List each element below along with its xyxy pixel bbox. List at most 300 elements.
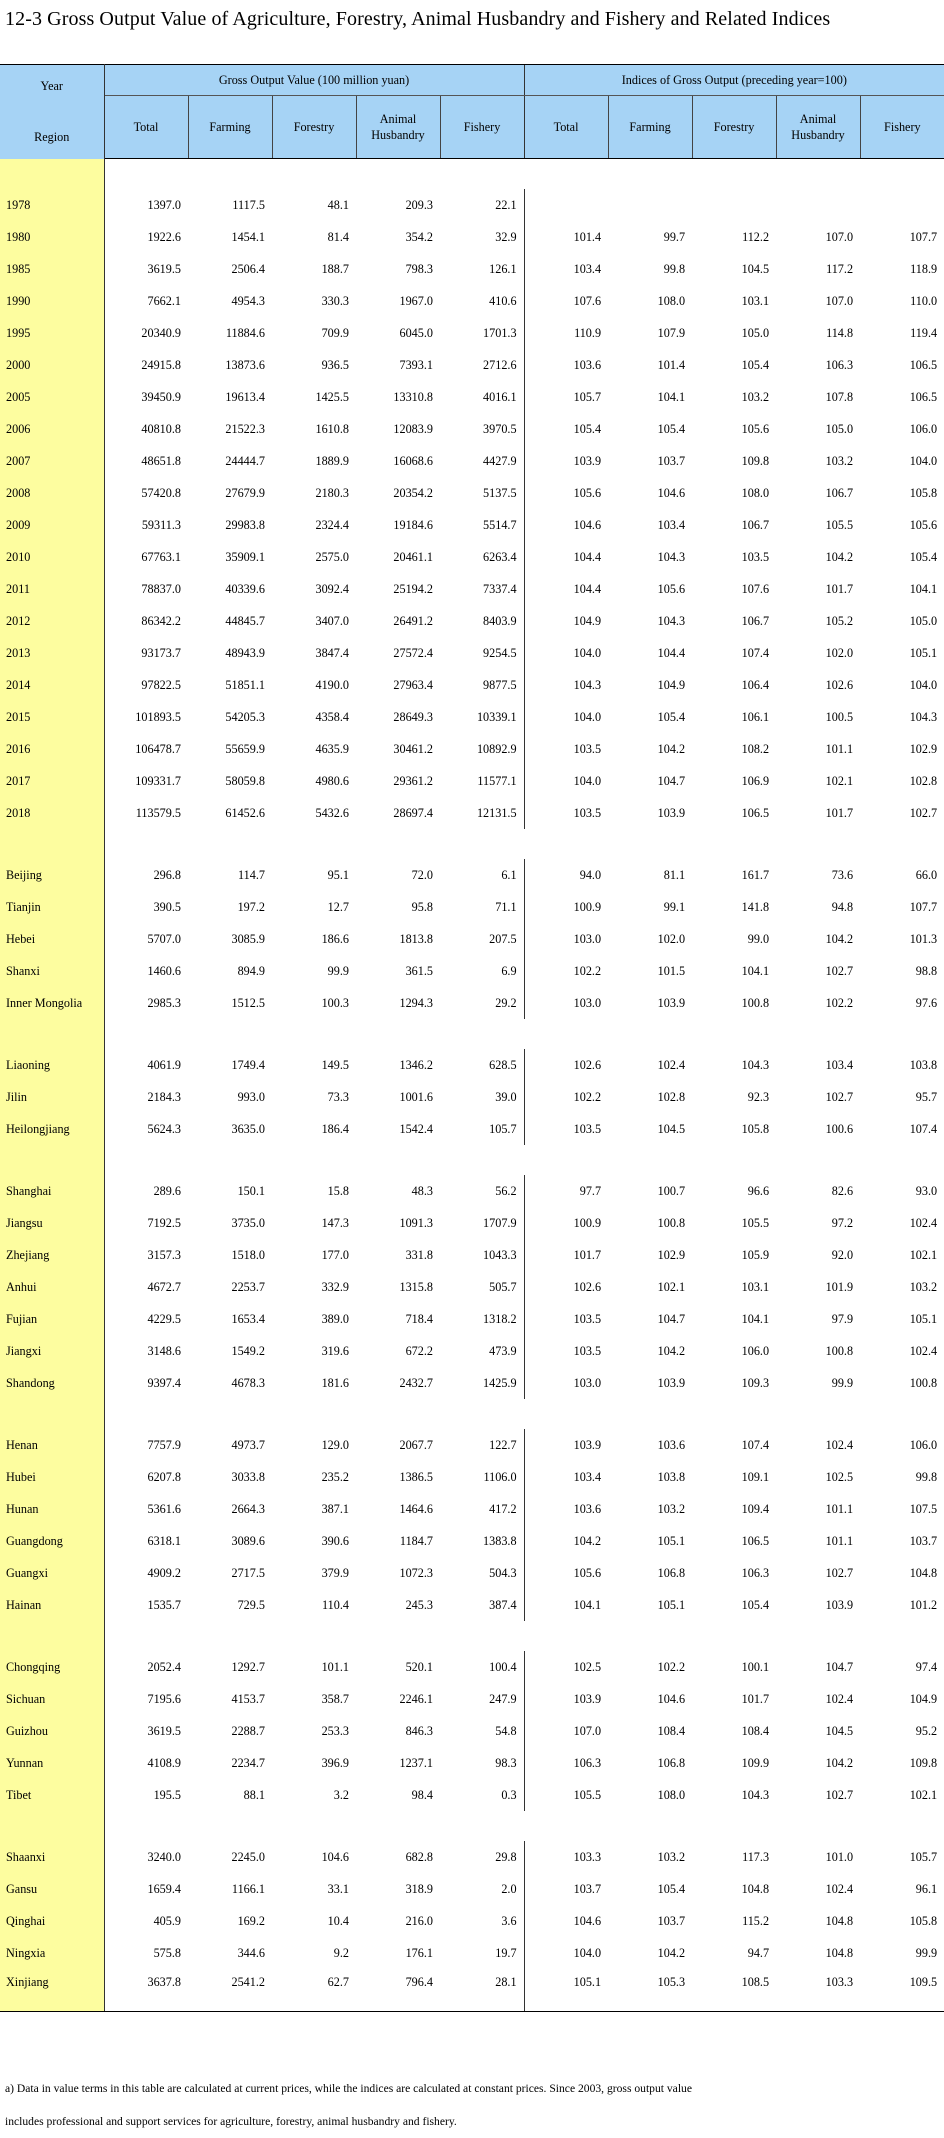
table-cell: 103.0: [524, 1367, 608, 1399]
table-cell: 105.6: [657, 581, 686, 596]
table-cell: 98.3: [495, 1755, 517, 1770]
table-cell: 4153.7: [231, 1691, 265, 1706]
table-cell: 100.3: [321, 995, 349, 1010]
table-cell: 102.9: [657, 1247, 686, 1262]
table-cell: 102.2: [524, 955, 608, 987]
row-label: 2008: [0, 477, 104, 509]
table-cell: 105.4: [657, 421, 686, 436]
table-cell: 2245.0: [231, 1849, 265, 1864]
table-cell: 1701.3: [483, 325, 517, 340]
table-cell: 1001.6: [399, 1089, 433, 1104]
table-cell: 101.7: [741, 1691, 770, 1706]
table-row: [0, 955, 944, 987]
row-label: 2010: [0, 541, 104, 573]
table-cell: 3089.6: [231, 1533, 265, 1548]
table-cell: 4061.9: [147, 1057, 181, 1072]
table-cell: 12131.5: [476, 805, 517, 820]
table-cell: 62.7: [272, 1969, 356, 2012]
table-row: [0, 1873, 944, 1905]
table-cell: 112.2: [742, 229, 770, 244]
table-cell: 207.5: [489, 931, 517, 946]
table-cell: 3148.6: [147, 1343, 181, 1358]
table-cell: 35909.1: [225, 549, 265, 564]
table-cell: 235.2: [321, 1469, 349, 1484]
row-label: Heilongjiang: [0, 1113, 104, 1145]
table-cell: 2246.1: [399, 1691, 433, 1706]
table-row: [0, 381, 944, 413]
table-cell: 48.1: [327, 197, 349, 212]
table-row: [0, 1303, 944, 1335]
footnote-line: a) Data in value terms in this table are calculated at current prices, while the indices are calculated at constant prices. Since 2003, gross output value: [5, 2082, 692, 2095]
table-cell: 93173.7: [141, 645, 181, 660]
table-cell: 331.8: [405, 1247, 433, 1262]
table-cell: 107.9: [657, 325, 686, 340]
table-cell: 97822.5: [141, 677, 181, 692]
table-cell: 103.9: [657, 1375, 686, 1390]
row-label: Inner Mongolia: [0, 987, 104, 1019]
table-cell: 104.3: [741, 1787, 770, 1802]
table-cell: 2067.7: [399, 1437, 433, 1452]
table-row: [0, 1207, 944, 1239]
spacer-cell: [104, 1399, 944, 1429]
table-cell: 106.7: [741, 613, 770, 628]
table-cell: 100.5: [825, 709, 854, 724]
table-cell: 104.8: [825, 1913, 854, 1928]
row-label: Beijing: [0, 859, 104, 891]
row-label: Chongqing: [0, 1651, 104, 1683]
table-cell: 103.4: [825, 1057, 854, 1072]
table-cell: 104.2: [657, 741, 686, 756]
table-cell: 105.5: [524, 1779, 608, 1811]
table-cell: 109.5: [860, 1969, 944, 2012]
table-row: [0, 987, 944, 1019]
table-cell: 109331.7: [135, 773, 181, 788]
table-cell: 3619.5: [147, 261, 181, 276]
table-cell: 109.4: [741, 1501, 770, 1516]
page-title: 12-3 Gross Output Value of Agriculture, Forestry, Animal Husbandry and Fishery and Related Indices: [5, 8, 831, 30]
table-row: [0, 1683, 944, 1715]
table-row: [0, 445, 944, 477]
column-header: Fishery: [440, 96, 524, 159]
table-cell: 672.2: [405, 1343, 433, 1358]
table-cell: 3619.5: [147, 1723, 181, 1738]
table-cell: 104.5: [657, 1121, 686, 1136]
row-label: Jiangxi: [0, 1335, 104, 1367]
table-cell: 104.0: [909, 453, 938, 468]
table-cell: 107.0: [524, 1715, 608, 1747]
table-row: [0, 1969, 944, 2012]
table-cell: 106.8: [657, 1755, 686, 1770]
table-cell: 3157.3: [147, 1247, 181, 1262]
table-cell: 55659.9: [225, 741, 265, 756]
table-cell: 102.6: [524, 1271, 608, 1303]
spacer-row: [0, 159, 944, 190]
column-header: Total: [524, 96, 608, 159]
table-cell: 105.4: [657, 709, 686, 724]
table-cell: 4672.7: [147, 1279, 181, 1294]
table-cell: 102.7: [825, 1787, 854, 1802]
spacer-label-cell: [0, 1145, 104, 1175]
table-cell: 2288.7: [231, 1723, 265, 1738]
table-cell: 106.3: [825, 357, 854, 372]
table-cell: 103.9: [657, 805, 686, 820]
spacer-cell: [104, 1621, 944, 1651]
table-cell: 106.5: [909, 357, 938, 372]
table-cell: 13310.8: [393, 389, 433, 404]
table-cell: 109.8: [741, 453, 770, 468]
table-cell: 99.9: [831, 1375, 854, 1390]
table-cell: 103.5: [524, 1113, 608, 1145]
table-cell: 387.4: [489, 1597, 517, 1612]
table-row: [0, 1651, 944, 1683]
table-cell: 247.9: [489, 1691, 517, 1706]
table-cell: 628.5: [489, 1057, 517, 1072]
table-cell: 410.6: [489, 293, 517, 308]
table-cell: 39.0: [495, 1089, 517, 1104]
table-cell: 104.2: [825, 1755, 854, 1770]
table-cell: 99.7: [663, 229, 686, 244]
table-cell: 24444.7: [225, 453, 265, 468]
table-cell: 3.2: [333, 1787, 349, 1802]
table-cell: 379.9: [321, 1565, 349, 1580]
table-cell: 106.0: [741, 1343, 770, 1358]
table-cell: 3970.5: [483, 421, 517, 436]
spacer-cell: [104, 159, 944, 190]
table-cell: 108.0: [741, 485, 770, 500]
row-label: 1990: [0, 285, 104, 317]
table-cell: 10.4: [327, 1913, 349, 1928]
table-cell: 102.1: [909, 1247, 938, 1262]
table-cell: 101.2: [909, 1597, 938, 1612]
table-cell: 150.1: [237, 1183, 265, 1198]
row-label: Fujian: [0, 1303, 104, 1335]
table-cell: 103.7: [657, 1913, 686, 1928]
table-cell: 103.8: [909, 1057, 938, 1072]
table-cell: 4427.9: [483, 453, 517, 468]
table-cell: 105.8: [909, 1913, 938, 1928]
table-cell: 20340.9: [141, 325, 181, 340]
table-cell: 72.0: [411, 867, 433, 882]
table-cell: 4016.1: [483, 389, 517, 404]
spacer-label-cell: [0, 1621, 104, 1651]
table-cell: 798.3: [405, 261, 433, 276]
table-cell: 3635.0: [231, 1121, 265, 1136]
table-cell: 96.1: [915, 1881, 938, 1896]
table-cell: 101.9: [825, 1279, 854, 1294]
table-cell: 104.6: [524, 1905, 608, 1937]
table-cell: 195.5: [153, 1787, 181, 1802]
table-cell: 253.3: [321, 1723, 349, 1738]
table-cell: 387.1: [321, 1501, 349, 1516]
table-cell: 102.2: [524, 1081, 608, 1113]
table-cell: 103.9: [657, 995, 686, 1010]
table-cell: 19.7: [495, 1945, 517, 1960]
spacer-row: [0, 829, 944, 859]
table-cell: [776, 189, 860, 221]
table-row: [0, 189, 944, 221]
table-cell: 344.6: [237, 1945, 265, 1960]
table-cell: 97.9: [831, 1311, 854, 1326]
table-cell: 107.5: [909, 1501, 938, 1516]
table-cell: 103.6: [524, 349, 608, 381]
table-cell: [524, 189, 608, 221]
table-cell: 105.4: [909, 549, 938, 564]
table-cell: 104.0: [524, 1937, 608, 1969]
table-cell: 105.3: [608, 1969, 692, 2012]
table-cell: 100.1: [741, 1659, 770, 1674]
table-cell: 3735.0: [231, 1215, 265, 1230]
table-cell: 94.7: [747, 1945, 770, 1960]
row-label: Ningxia: [0, 1937, 104, 1969]
table-cell: 3407.0: [315, 613, 349, 628]
table-row: [0, 1271, 944, 1303]
table-cell: 2.0: [501, 1881, 517, 1896]
table-row: [0, 1429, 944, 1461]
table-cell: 95.1: [327, 867, 349, 882]
table-cell: 29983.8: [225, 517, 265, 532]
table-row: [0, 1557, 944, 1589]
table-cell: 1549.2: [231, 1343, 265, 1358]
table-cell: 1043.3: [483, 1247, 517, 1262]
row-label: Zhejiang: [0, 1239, 104, 1271]
table-cell: 186.4: [321, 1121, 349, 1136]
table-cell: 107.4: [909, 1121, 938, 1136]
table-cell: 104.1: [741, 1311, 770, 1326]
table-cell: 94.0: [524, 859, 608, 891]
row-label: Hubei: [0, 1461, 104, 1493]
table-cell: 103.2: [657, 1849, 686, 1864]
table-cell: 102.0: [657, 931, 686, 946]
table-cell: 102.6: [825, 677, 854, 692]
table-cell: 118.9: [910, 261, 938, 276]
table-cell: 3033.8: [231, 1469, 265, 1484]
table-cell: 105.1: [524, 1969, 608, 2012]
table-cell: 115.2: [742, 1913, 770, 1928]
table-cell: 103.7: [657, 453, 686, 468]
table-cell: 105.0: [909, 613, 938, 628]
table-cell: 48.3: [411, 1183, 433, 1198]
table-cell: 103.5: [524, 1303, 608, 1335]
table-cell: 1512.5: [231, 995, 265, 1010]
table-cell: 106.4: [741, 677, 770, 692]
table-cell: 4973.7: [231, 1437, 265, 1452]
table-cell: 2541.2: [188, 1969, 272, 2012]
group-header-index: Indices of Gross Output (preceding year=100): [524, 65, 944, 96]
table-cell: 107.8: [825, 389, 854, 404]
table-cell: 103.4: [524, 1461, 608, 1493]
table-cell: 12.7: [327, 899, 349, 914]
table-cell: 2985.3: [147, 995, 181, 1010]
table-cell: 3240.0: [147, 1849, 181, 1864]
table-cell: 106.7: [741, 517, 770, 532]
table-row: [0, 509, 944, 541]
column-header: Animal Husbandry: [776, 96, 860, 159]
table-cell: 209.3: [405, 197, 433, 212]
table-cell: 19613.4: [225, 389, 265, 404]
table-cell: 104.3: [657, 549, 686, 564]
table-cell: 103.9: [825, 1597, 854, 1612]
table-cell: 119.4: [910, 325, 938, 340]
table-cell: 101.1: [825, 1533, 854, 1548]
spacer-cell: [104, 1019, 944, 1049]
table-cell: 104.4: [524, 573, 608, 605]
table-cell: 104.6: [524, 509, 608, 541]
table-cell: 102.4: [909, 1215, 938, 1230]
table-row: [0, 701, 944, 733]
table-cell: 103.5: [524, 797, 608, 829]
table-cell: 101.7: [825, 805, 854, 820]
table-cell: 29.8: [495, 1849, 517, 1864]
table-cell: 7662.1: [147, 293, 181, 308]
table-cell: 104.4: [524, 541, 608, 573]
table-cell: 126.1: [489, 261, 517, 276]
table-cell: 575.8: [153, 1945, 181, 1960]
table-cell: 30461.2: [393, 741, 433, 756]
table-cell: 1106.0: [483, 1469, 517, 1484]
table-cell: 48943.9: [225, 645, 265, 660]
table-cell: 1610.8: [315, 421, 349, 436]
table-cell: 92.0: [831, 1247, 854, 1262]
table-cell: 505.7: [489, 1279, 517, 1294]
table-cell: 1383.8: [483, 1533, 517, 1548]
table-row: [0, 1081, 944, 1113]
table-cell: 44845.7: [225, 613, 265, 628]
table-cell: 105.6: [524, 1557, 608, 1589]
table-cell: 88.1: [243, 1787, 265, 1802]
table-cell: 28649.3: [393, 709, 433, 724]
table-cell: 104.3: [909, 709, 938, 724]
row-label: Jilin: [0, 1081, 104, 1113]
table-cell: 107.0: [825, 293, 854, 308]
table-cell: 1292.7: [231, 1659, 265, 1674]
table-cell: 4678.3: [231, 1375, 265, 1390]
table-cell: 1707.9: [483, 1215, 517, 1230]
table-cell: 330.3: [321, 293, 349, 308]
table-row: [0, 1905, 944, 1937]
table-cell: 105.1: [909, 1311, 938, 1326]
table-cell: 98.8: [915, 963, 938, 978]
table-cell: 97.6: [915, 995, 938, 1010]
table-cell: 73.3: [327, 1089, 349, 1104]
table-cell: 1542.4: [399, 1121, 433, 1136]
table-cell: [608, 189, 692, 221]
table-cell: 108.5: [692, 1969, 776, 2012]
table-cell: 100.6: [825, 1121, 854, 1136]
table-cell: 1386.5: [399, 1469, 433, 1484]
table-cell: 100.8: [741, 995, 770, 1010]
table-cell: 2575.0: [315, 549, 349, 564]
table-cell: 104.7: [657, 1311, 686, 1326]
table-row: [0, 413, 944, 445]
table-cell: 100.8: [909, 1375, 938, 1390]
table-cell: 104.8: [825, 1945, 854, 1960]
table-cell: 5361.6: [147, 1501, 181, 1516]
table-cell: 5514.7: [483, 517, 517, 532]
table-cell: 104.2: [524, 1525, 608, 1557]
table-cell: 1315.8: [399, 1279, 433, 1294]
table-cell: 2664.3: [231, 1501, 265, 1516]
table-row: [0, 1239, 944, 1271]
row-label: 2006: [0, 413, 104, 445]
table-cell: 103.2: [825, 453, 854, 468]
spacer-cell: [104, 1145, 944, 1175]
table-cell: 73.6: [831, 867, 854, 882]
spacer-row: [0, 1399, 944, 1429]
table-cell: 100.9: [524, 1207, 608, 1239]
table-cell: 101.7: [825, 581, 854, 596]
table-cell: 104.2: [825, 931, 854, 946]
table-row: [0, 1779, 944, 1811]
column-header: Farming: [608, 96, 692, 159]
table-cell: 9254.5: [483, 645, 517, 660]
row-label: 2013: [0, 637, 104, 669]
table-cell: 105.6: [909, 517, 938, 532]
table-cell: 104.6: [321, 1849, 349, 1864]
table-row: [0, 349, 944, 381]
table-cell: 99.8: [663, 261, 686, 276]
table-row: [0, 637, 944, 669]
table-row: [0, 923, 944, 955]
table-cell: 103.3: [776, 1969, 860, 2012]
table-cell: 22.1: [495, 197, 517, 212]
table-cell: 147.3: [321, 1215, 349, 1230]
spacer-label-cell: [0, 1019, 104, 1049]
table-cell: 29.2: [495, 995, 517, 1010]
table-cell: 61452.6: [225, 805, 265, 820]
table-cell: 197.2: [237, 899, 265, 914]
table-cell: 103.5: [524, 1335, 608, 1367]
table-cell: 103.0: [524, 923, 608, 955]
table-cell: 13873.6: [225, 357, 265, 372]
spacer-row: [0, 1019, 944, 1049]
table-cell: 105.6: [741, 421, 770, 436]
table-cell: 104.3: [524, 669, 608, 701]
table-cell: 86342.2: [141, 613, 181, 628]
table-cell: 98.4: [411, 1787, 433, 1802]
table-cell: 10892.9: [476, 741, 517, 756]
footnote-line: includes professional and support services for agriculture, forestry, animal husbandry and fishery.: [5, 2115, 457, 2128]
table-cell: 104.1: [909, 581, 938, 596]
table-cell: 100.7: [657, 1183, 686, 1198]
table-cell: 105.4: [741, 1597, 770, 1612]
table-cell: 102.2: [657, 1659, 686, 1674]
row-label: Jiangsu: [0, 1207, 104, 1239]
table-cell: 56.2: [495, 1183, 517, 1198]
table-cell: 108.4: [741, 1723, 770, 1738]
table-cell: 1922.6: [147, 229, 181, 244]
table-cell: 2324.4: [315, 517, 349, 532]
column-header: Forestry: [272, 96, 356, 159]
table-cell: 107.0: [825, 229, 854, 244]
table-cell: 4108.9: [147, 1755, 181, 1770]
table-cell: 110.0: [910, 293, 938, 308]
table-row: [0, 605, 944, 637]
table-cell: 103.4: [524, 253, 608, 285]
table-cell: 10339.1: [476, 709, 517, 724]
row-label: Hebei: [0, 923, 104, 955]
table-cell: 101.7: [524, 1239, 608, 1271]
spacer-cell: [104, 829, 944, 859]
table-row: [0, 573, 944, 605]
table-cell: 105.4: [524, 413, 608, 445]
table-cell: 103.5: [741, 549, 770, 564]
row-label: Shanghai: [0, 1175, 104, 1207]
table-cell: 106.5: [909, 389, 938, 404]
table-cell: 104.7: [657, 773, 686, 788]
row-label: Sichuan: [0, 1683, 104, 1715]
table-row: [0, 1937, 944, 1969]
corner-header: [0, 65, 104, 159]
